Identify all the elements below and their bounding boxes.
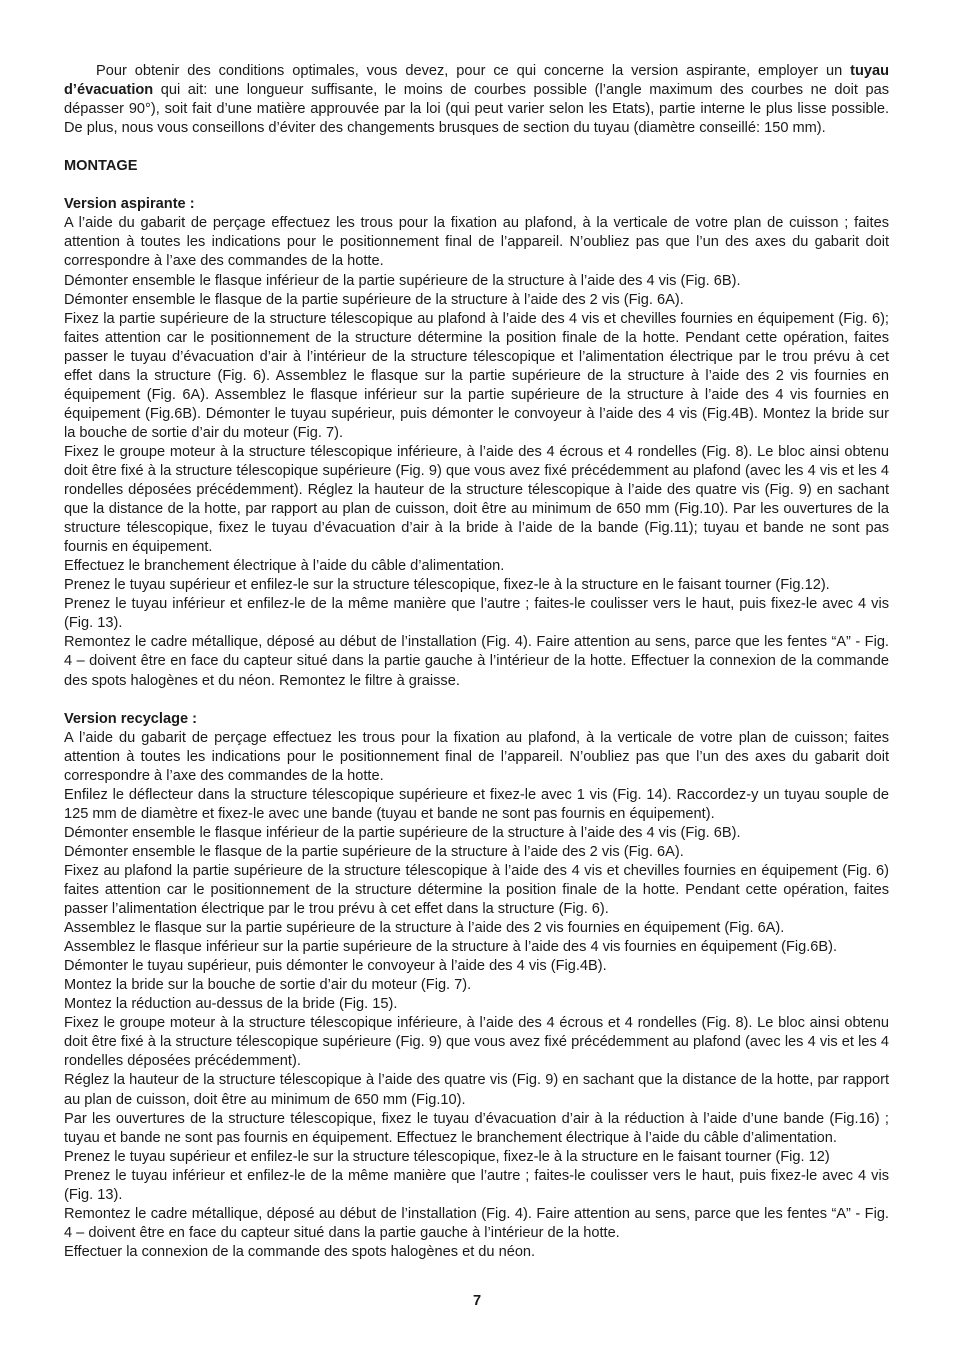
section-recyclage [64, 710, 889, 1262]
recyclage-paragraph: Réglez la hauteur de la structure télescopique à l’aide des quatre vis (Fig. 9) en sachant que la distance de la hotte, par rapport au plan de cuisson, doit être au minimum de 650 mm (Fig.10). [64, 1072, 889, 1108]
page-number: 7 [472, 1293, 482, 1309]
aspirante-heading: Version aspirante : [64, 196, 195, 213]
recyclage-paragraph: Remontez le cadre métallique, déposé au début de l’installation (Fig. 4). Faire attention au sens, parce que les fentes “A” - Fig. 4 – doivent être en face du capteur situé dans la partie gauche à l’intérieur de la hotte. [64, 1205, 889, 1241]
document-page [64, 62, 889, 1262]
recyclage-paragraph: Prenez le tuyau supérieur et enfilez-le sur la structure télescopique, fixez-le à la structure en le faisant tourner (Fig. 12) [64, 1148, 830, 1165]
recyclage-paragraph: Démonter ensemble le flasque de la partie supérieure de la structure à l’aide des 2 vis (Fig. 6A). [64, 843, 684, 860]
recyclage-paragraph: Fixez le groupe moteur à la structure télescopique inférieure, à l’aide des 4 écrous et 4 rondelles (Fig. 8). Le bloc ainsi obtenu doit être fixé à la structure télescopique supérieure (Fig. 9) que vous avez fixé précédemment au plafond (avec les 4 vis et les 4 rondelles déposées précédemment). [64, 1015, 889, 1070]
recyclage-paragraph: A l’aide du gabarit de perçage effectuez les trous pour la fixation au plafond, à la verticale de votre plan de cuisson; faites attention à toutes les indications pour le positionnement final de l’appareil. N’oubliez pas que l’un des axes du gabarit doit correspondre à l’axe des commandes de la hotte. [64, 729, 889, 784]
section-aspirante [64, 195, 889, 690]
aspirante-paragraph: Effectuez le branchement électrique à l’aide du câble d’alimentation. [64, 558, 505, 575]
aspirante-paragraph: Fixez le groupe moteur à la structure télescopique inférieure, à l’aide des 4 écrous et 4 rondelles (Fig. 8). Le bloc ainsi obtenu doit être fixé à la structure télescopique supérieure (Fig. 9) que vous avez fixé précédemment au plafond (avec les 4 vis et les 4 rondelles déposées précédemment). Réglez la hauteur de la structure télescopique à l’aide des quatre vis (Fig. 9) en sachant que la distance de la hotte, par rapport au plan de cuisson, doit être au minimum de 650 mm (Fig.10). Par les ouvertures de la structure télescopique, fixez le tuyau d’évacuation d’air à la bride à l’aide de la bande (Fig.11); tuyau et bande ne sont pas fournis en équipement. [64, 443, 889, 556]
spacer [64, 176, 889, 195]
intro-text-end: qui ait: une longueur suffisante, le moins de courbes possible (l’angle maximum des courbes ne doit pas dépasser 90°), soit fait d’une matière approuvée par la loi (qui peut varier selon les Etats), partie interne le plus lisse possible. De plus, nous vous conseillons d’éviter des changements brusques de section du tuyau (diamètre conseillé: 150 mm). [64, 82, 889, 137]
recyclage-paragraph: Par les ouvertures de la structure télescopique, fixez le tuyau d’évacuation d’air à la réduction à l’aide d’une bande (Fig.16) ; tuyau et bande ne sont pas fournis en équipement. Effectuez le branchement électrique à l’aide du câble d’alimentation. [64, 1110, 889, 1146]
montage-heading: MONTAGE [64, 158, 138, 175]
spacer [64, 138, 889, 157]
aspirante-paragraph: Démonter ensemble le flasque inférieur de la partie supérieure de la structure à l’aide des 4 vis (Fig. 6B). [64, 272, 741, 289]
recyclage-paragraph: Démonter ensemble le flasque inférieur de la partie supérieure de la structure à l’aide des 4 vis (Fig. 6B). [64, 824, 741, 841]
aspirante-paragraph: Prenez le tuyau supérieur et enfilez-le sur la structure télescopique, fixez-le à la structure en le faisant tourner (Fig.12). [64, 577, 830, 594]
recyclage-paragraph: Assemblez le flasque sur la partie supérieure de la structure à l’aide des 2 vis fournies en équipement (Fig. 6A). [64, 920, 785, 937]
recyclage-paragraph: Montez la réduction au-dessus de la bride (Fig. 15). [64, 996, 398, 1013]
recyclage-paragraph: Enfilez le déflecteur dans la structure télescopique supérieure et fixez-le avec 1 vis (Fig. 14). Raccordez-y un tuyau souple de 125 mm de diamètre et fixez-le avec une bande (tuyau et bande ne sont pas fournis en équipement). [64, 786, 889, 822]
recyclage-paragraph: Montez la bride sur la bouche de sortie d’air du moteur (Fig. 7). [64, 977, 472, 994]
aspirante-paragraph: Fixez la partie supérieure de la structure télescopique au plafond à l’aide des 4 vis et chevilles fournies en équipement (Fig. 6); faites attention car le positionnement de la structure détermine la position finale de la hotte. Pendant cette opération, faites passer le tuyau d’évacuation d’air à l’intérieur de la structure télescopique et l’alimentation électrique par le trou prévu à cet effet dans la structure (Fig. 6). Assemblez le flasque sur la partie supérieure de la structure à l’aide des 2 vis fournies en équipement (Fig. 6A). Assemblez le flasque inférieur sur la partie supérieure de la structure à l’aide des 4 vis fournies en équipement (Fig.6B). Démonter le tuyau supérieur, puis démonter le convoyeur à l’aide des 4 vis (Fig.4B). Montez la bride sur la bouche de sortie d’air du moteur (Fig. 7). [64, 310, 889, 441]
recyclage-paragraph: Démonter le tuyau supérieur, puis démonter le convoyeur à l’aide des 4 vis (Fig.4B). [64, 958, 607, 975]
recyclage-paragraph: Effectuer la connexion de la commande des spots halogènes et du néon. [64, 1243, 536, 1260]
aspirante-paragraph: Remontez le cadre métallique, déposé au début de l’installation (Fig. 4). Faire attention au sens, parce que les fentes “A” - Fig. 4 – doivent être en face du capteur situé dans la partie gauche à l’intérieur de la hotte. Effectuer la connexion de la commande des spots halogènes et du néon. Remontez le filtre à graisse. [64, 634, 889, 689]
aspirante-paragraph: A l’aide du gabarit de perçage effectuez les trous pour la fixation au plafond, à la verticale de votre plan de cuisson ; faites attention à toutes les indications pour le positionnement final de l’appareil. N’oubliez pas que l’un des axes du gabarit doit correspondre à l’axe des commandes de la hotte. [64, 215, 889, 270]
spacer [64, 691, 889, 710]
intro-paragraph [64, 62, 889, 138]
intro-bold-term: tuyau d’évacuation [64, 63, 889, 99]
recyclage-heading: Version recyclage : [64, 710, 198, 727]
recyclage-paragraph: Assemblez le flasque inférieur sur la partie supérieure de la structure à l’aide des 4 vis fournies en équipement (Fig.6B). [64, 939, 838, 956]
aspirante-paragraph: Prenez le tuyau inférieur et enfilez-le de la même manière que l’autre ; faites-le coulisser vers le haut, puis fixez-le avec 4 vis (Fig. 13). [64, 596, 889, 632]
recyclage-paragraph: Prenez le tuyau inférieur et enfilez-le de la même manière que l’autre ; faites-le coulisser vers le haut, puis fixez-le avec 4 vis (Fig. 13). [64, 1167, 889, 1203]
aspirante-paragraph: Démonter ensemble le flasque de la partie supérieure de la structure à l’aide des 2 vis (Fig. 6A). [64, 291, 684, 308]
recyclage-paragraph: Fixez au plafond la partie supérieure de la structure télescopique à l’aide des 4 vis et chevilles fournies en équipement (Fig. 6) faites attention car le positionnement de la structure détermine la position finale de la hotte. Pendant cette opération, faites passer l’alimentation électrique par le trou prévu à cet effet dans la structure (Fig. 6). [64, 862, 889, 918]
intro-text-start: Pour obtenir des conditions optimales, vous devez, pour ce qui concerne la version aspirante, employer un [96, 63, 851, 79]
